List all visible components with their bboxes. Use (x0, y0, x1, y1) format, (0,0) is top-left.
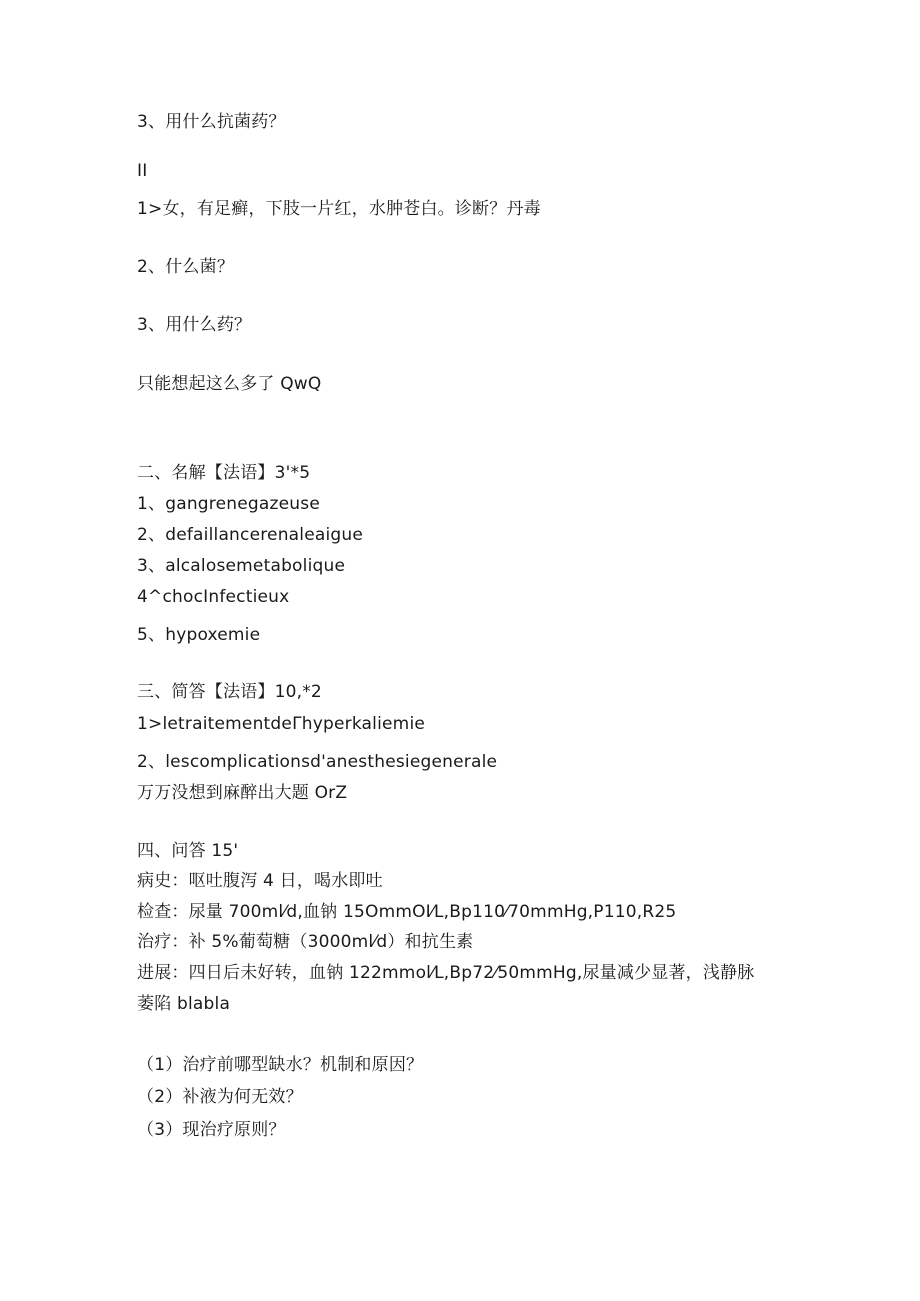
short-answer-item: 1>letraitementdeΓhyperkaliemie (137, 714, 426, 734)
case2-question-2: 2、什么菌？ (137, 257, 235, 277)
section-4-heading: 四、问答 15' (137, 841, 239, 861)
term-item: 5、hypoxemie (137, 625, 261, 645)
case-question: （3）现治疗原则？ (137, 1120, 286, 1140)
case-marker: II (137, 161, 148, 181)
term-item: 2、defaillancerenaleaigue (137, 525, 364, 545)
term-item: 1、gangrenegazeuse (137, 494, 320, 514)
case-progress: 进展：四日后未好转，血钠 122mmol⁄L,Bp72⁄50mmHg,尿量减少显著，浅静脉 (137, 963, 755, 983)
section-2-heading: 二、名解【法语】3'*5 (137, 463, 311, 483)
case2-question-1: 1>女，有足癣，下肢一片红，水肿苍白。诊断？丹毒 (137, 199, 541, 219)
remark-orz: 万万没想到麻醉出大题 OrZ (137, 783, 348, 803)
short-answer-item: 2、lescomplicationsd'anesthesiegenerale (137, 752, 498, 772)
case-treatment: 治疗：补 5%葡萄糖（3000ml⁄d）和抗生素 (137, 932, 474, 952)
question-3-antibacterial: 3、用什么抗菌药？ (137, 112, 286, 132)
section-3-heading: 三、简答【法语】10,*2 (137, 682, 322, 702)
case-progress-continued: 萎陷 blabla (137, 994, 231, 1014)
term-item: 3、alcalosemetabolique (137, 556, 346, 576)
case-question: （2）补液为何无效？ (137, 1087, 303, 1107)
remark-qwq: 只能想起这么多了 QwQ (137, 374, 322, 394)
case-exam: 检查：尿量 700ml⁄d,血钠 15OmmOI⁄L,Bp110⁄70mmHg,P110,R25 (137, 902, 677, 922)
term-item: 4^chocInfectieux (137, 587, 290, 607)
case2-question-3: 3、用什么药？ (137, 315, 252, 335)
case-history: 病史：呕吐腹泻 4 日，喝水即吐 (137, 871, 383, 891)
case-question: （1）治疗前哪型缺水？机制和原因？ (137, 1055, 424, 1075)
